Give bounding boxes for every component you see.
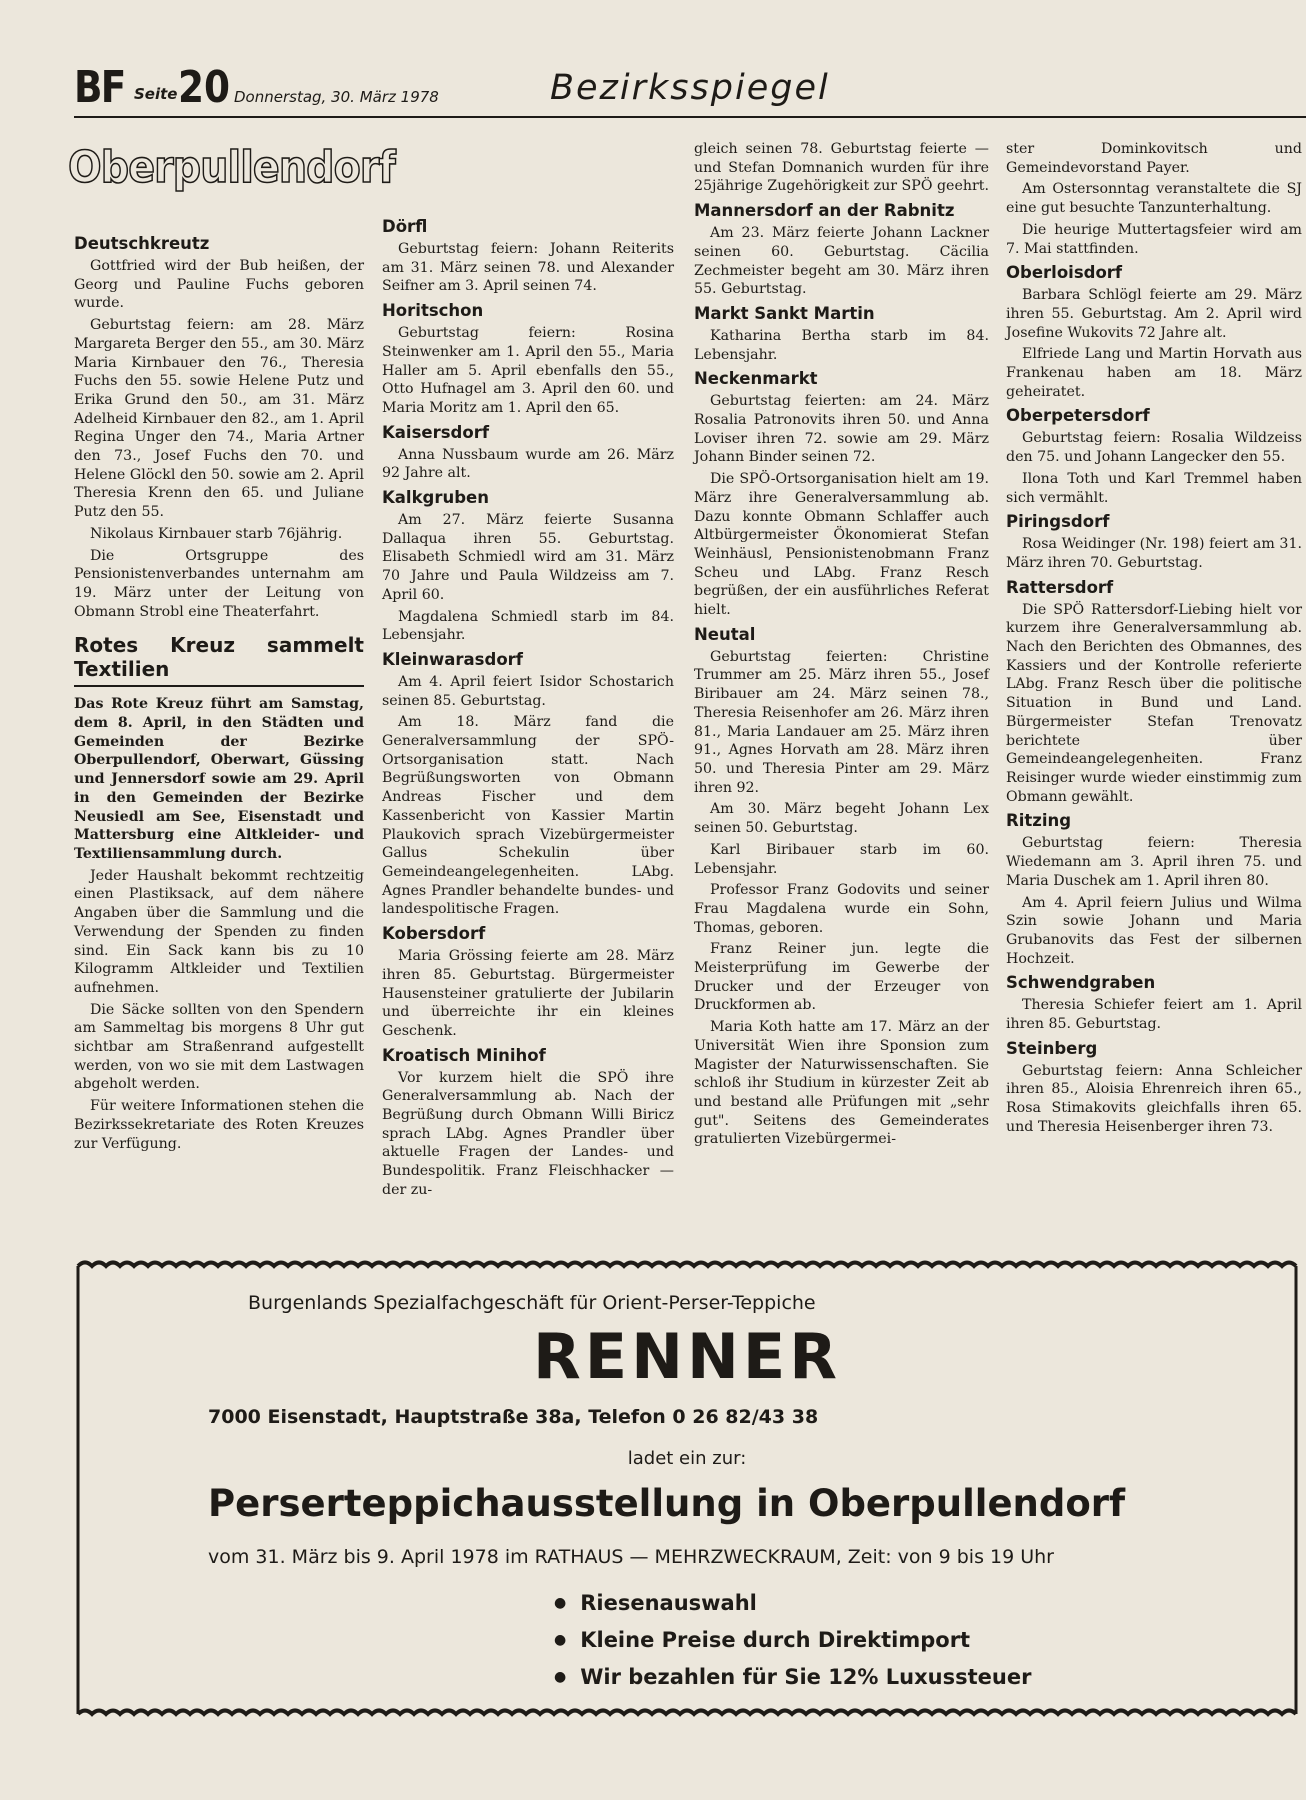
- feature-headline: Rotes Kreuz sammelt Textilien: [74, 633, 364, 682]
- article-heading: Piringsdorf: [1006, 512, 1110, 532]
- article-heading: Neckenmarkt: [694, 369, 818, 389]
- ad-bullet-list: [554, 1586, 1031, 1697]
- article-paragraph: Jeder Haushalt bekommt rechtzeitig einen Plastiksack, auf dem nähere Angaben über die Sammlung und die Verwendung der Spenden zu finden sind. Ein Sack kann bis zu 10 Kilogramm Altkleider und Textilien aufnehmen.: [74, 867, 364, 996]
- ad-tagline: Burgenlands Spezialfachgeschäft für Orient-Perser-Teppiche: [248, 1292, 816, 1314]
- ad-invite: ladet ein zur:: [627, 1448, 747, 1469]
- header-rule: [74, 116, 1306, 118]
- article-paragraph: Am 4. April feiern Julius und Wilma Szin sowie Johann und Maria Grubanovits das Fest der silbernen Hochzeit.: [1006, 894, 1302, 967]
- column-1: [68, 140, 395, 1156]
- ad-dates: vom 31. März bis 9. April 1978 im RATHAUS — MEHRZWECKRAUM, Zeit: von 9 bis 19 Uhr: [208, 1546, 1054, 1568]
- article-paragraph: Barbara Schlögl feierte am 29. März ihren 55. Geburtstag. Am 2. April wird Josefine Wukovits 72 Jahre alt.: [1006, 287, 1302, 341]
- article-heading: Markt Sankt Martin: [694, 303, 875, 323]
- article-paragraph: Am Ostersonntag veranstaltete die SJ eine gut besuchte Tanzunterhaltung.: [1006, 181, 1302, 217]
- ad-company-name: RENNER: [533, 1320, 841, 1393]
- article-paragraph: Karl Biribauer starb im 60. Lebensjahr.: [694, 841, 989, 877]
- page-header: [74, 62, 1304, 118]
- article-paragraph: Geburtstag feiern: Rosalia Wildzeiss den 75. und Johann Langecker den 55.: [1006, 430, 1302, 466]
- article-paragraph: Nikolaus Kirnbauer starb 76jährig.: [90, 525, 343, 542]
- article-paragraph: gleich seinen 78. Geburtstag feierte — und Stefan Domnanich wurden für ihre 25jährige Zugehörigkeit zur SPÖ geehrt.: [694, 141, 989, 195]
- ad-bullet: ● Kleine Preise durch Direktimport: [554, 1623, 1031, 1660]
- article-paragraph: Am 18. März fand die Generalversammlung der SPÖ-Ortsorganisation statt. Nach Begrüßungsworten von Obmann Andreas Fischer und dem Kassenbericht von Kassier Martin Plaukovich sprach Vizebürgermeister Gallus Schekulin über Gemeindeangelegenheiten. LAbg. Agnes Prandler behandelte bundes- und landespolitische Fragen.: [382, 714, 674, 918]
- article-paragraph: Vor kurzem hielt die SPÖ ihre Generalversammlung ab. Nach der Begrüßung durch Obmann Willi Biricz sprach LAbg. Agnes Prandler über aktuelle Fragen der Landes- und Bundespolitik. Franz Fleischhacker — der zu-: [382, 1069, 674, 1198]
- article-paragraph: Die SPÖ Rattersdorf-Liebing hielt vor kurzem ihre Generalversammlung ab. Nach den Berichten des Obmannes, des Kassiers und der Kontrolle referierte LAbg. Franz Resch über die politische Situation in Bund und Land. Bürgermeister Stefan Trenovatz berichtete über Gemeindeangelegenheiten. Franz Reisinger wurde wieder einstimmig zum Obmann gewählt.: [1006, 601, 1302, 805]
- article-heading: Rattersdorf: [1006, 577, 1114, 597]
- ad-bullet: ● Wir bezahlen für Sie 12% Luxussteuer: [554, 1660, 1031, 1697]
- section-title: Bezirksspiegel: [550, 68, 830, 108]
- article-paragraph: Gottfried wird der Bub heißen, der Georg und Pauline Fuchs geboren wurde.: [74, 258, 364, 312]
- article-paragraph: Die Ortsgruppe des Pensionistenverbandes unternahm am 19. März unter der Leitung von Obmann Strobl eine Theaterfahrt.: [74, 547, 364, 620]
- article-paragraph: Maria Grössing feierte am 28. März ihren 85. Geburtstag. Bürgermeister Hausensteiner gratulierte der Jubilarin und überreichte ihr ein kleines Geschenk.: [382, 948, 674, 1039]
- article-paragraph: Geburtstag feiern: Johann Reiterits am 31. März seinen 78. und Alexander Seifner am 3. April seinen 74.: [382, 241, 674, 295]
- article-heading: Steinberg: [1006, 1038, 1098, 1058]
- article-paragraph: Theresia Schiefer feiert am 1. April ihren 85. Geburtstag.: [1006, 997, 1302, 1033]
- article-paragraph: Geburtstag feiern: am 28. März Margareta Berger den 55., am 30. März Maria Kirnbauer den 76., Theresia Fuchs den 55. sowie Helene Putz und Erika Grund den 50., am 31. März Adelheid Kirnbauer den 82., am 1. April Regina Unger den 74., Maria Artner den 73., Josef Fuchs den 70. und Helene Glöckl den 50. sowie am 2. April Theresia Krenn den 65. und Juliane Putz den 55.: [74, 317, 364, 521]
- ad-exhibition-title: Perserteppichausstellung in Oberpullendorf: [208, 1482, 1126, 1525]
- article-heading: Neutal: [694, 624, 756, 644]
- ad-address: 7000 Eisenstadt, Hauptstraße 38a, Telefon 0 26 82/43 38: [208, 1406, 819, 1428]
- column-3: [694, 140, 989, 1152]
- article-paragraph: Geburtstag feiern: Theresia Wiedemann am 3. April ihren 75. und Maria Duschek am 1. April ihren 80.: [1006, 835, 1302, 889]
- newspaper-logo: BF: [74, 62, 125, 113]
- article-paragraph: Elfriede Lang und Martin Horvath aus Frankenau haben am 18. März geheiratet.: [1006, 346, 1302, 400]
- article-paragraph: Magdalena Schmiedl starb im 84. Lebensjahr.: [382, 608, 674, 644]
- article-paragraph: Franz Reiner jun. legte die Meisterprüfung im Gewerbe der Drucker und der Erzeuger von Druckformen ab.: [694, 941, 989, 1014]
- article-paragraph: Am 4. April feiert Isidor Schostarich seinen 85. Geburtstag.: [382, 673, 674, 709]
- article-heading: Kobersdorf: [382, 924, 486, 944]
- page-label: Seite: [134, 85, 178, 103]
- column-2: [382, 212, 674, 1203]
- article-paragraph: Katharina Bertha starb im 84. Lebensjahr.: [694, 327, 989, 363]
- article-heading: Kleinwarasdorf: [382, 649, 523, 669]
- article-paragraph: Maria Koth hatte am 17. März an der Universität Wien ihre Sponsion zum Magister der Naturwissenschaften. Sie schloß ihr Studium in kürzester Zeit ab und bestand alle Prüfungen mit „sehr gut". Seitens des Gemeinderates gratulierten Vizebürgermei-: [694, 1019, 989, 1148]
- article-paragraph: Rosa Weidinger (Nr. 198) feiert am 31. März ihren 70. Geburtstag.: [1006, 536, 1302, 571]
- article-paragraph: Geburtstag feierten: am 24. März Rosalia Patronovits ihren 50. und Anna Loviser ihren 72. sowie am 29. März Johann Binder seinen 72.: [694, 393, 989, 466]
- article-heading: Dörfl: [382, 217, 428, 236]
- article-heading: Horitschon: [382, 301, 484, 321]
- article-heading: Kroatisch Minihof: [382, 1045, 546, 1065]
- article-heading: Ritzing: [1006, 811, 1072, 831]
- article-paragraph: Geburtstag feierten: Christine Trummer am 25. März ihren 55., Josef Biribauer am 24. März seinen 78., Theresia Reisenhofer am 26. März ihren 81., Maria Landauer am 25. März ihren 91., Agnes Horvath am 28. März ihren 50. und Theresia Pinter am 29. März ihren 92.: [694, 648, 989, 796]
- article-paragraph: Die SPÖ-Ortsorganisation hielt am 19. März ihre Generalversammlung ab. Dazu konnte Obmann Schlaffer auch Altbürgermeister Ökonomierat Stefan Weinhäusl, Pensionistenobmann Franz Scheu und LAbg. Franz Resch begrüßen, der ein ausführliches Referat hielt.: [694, 471, 989, 619]
- article-heading: Deutschkreutz: [74, 234, 210, 253]
- article-paragraph: Geburtstag feiern: Rosina Steinwenker am 1. April den 55., Maria Haller am 5. April ebenfalls den 55., Otto Hufnagel am 3. April den 60. und Maria Moritz am 1. April den 65.: [382, 325, 674, 416]
- article-heading: Oberloisdorf: [1006, 263, 1123, 283]
- article-paragraph: Am 23. März feierte Johann Lackner seinen 60. Geburtstag. Cäcilia Zechmeister begeht am 30. März ihren 55. Geburtstag.: [694, 225, 989, 298]
- renner-advertisement: [74, 1256, 1300, 1724]
- ad-bullet: ● Riesenauswahl: [554, 1586, 1031, 1623]
- column-4: [1006, 140, 1302, 1140]
- issue-date: Donnerstag, 30. März 1978: [234, 88, 439, 106]
- article-paragraph: Geburtstag feiern: Anna Schleicher ihren 85., Aloisia Ehrenreich ihren 65., Rosa Stimakovits gleichfalls ihren 65. und Theresia Heisenberger ihren 73.: [1006, 1062, 1302, 1135]
- article-paragraph: Ilona Toth und Karl Tremmel haben sich vermählt.: [1006, 470, 1302, 506]
- district-masthead: Oberpullendorf: [68, 142, 395, 193]
- article-paragraph: Professor Franz Godovits und seiner Frau Magdalena wurde ein Sohn, Thomas, geboren.: [694, 882, 989, 936]
- article-paragraph: Anna Nussbaum wurde am 26. März 92 Jahre alt.: [382, 446, 674, 482]
- article-heading: Mannersdorf an der Rabnitz: [694, 201, 955, 221]
- article-heading: Kalkgruben: [382, 488, 489, 508]
- article-heading: Schwendgraben: [1006, 973, 1156, 993]
- page-number: 20: [178, 62, 231, 113]
- feature-lead: Das Rote Kreuz führt am Samstag, dem 8. April, in den Städten und Gemeinden der Bezirke Oberpullendorf, Oberwart, Güssing und Jennersdorf sowie am 29. April in den Gemeinden der Bezirke Neusiedl am See, Eisenstadt und Mattersburg eine Altkleider- und Textiliensammlung durch.: [74, 696, 364, 862]
- article-paragraph: Für weitere Informationen stehen die Bezirkssekretariate des Roten Kreuzes zur Verfügung.: [74, 1098, 364, 1152]
- feature-rule: [74, 685, 364, 687]
- article-paragraph: Am 30. März begeht Johann Lex seinen 50. Geburtstag.: [694, 801, 989, 837]
- article-paragraph: Die Säcke sollten von den Spendern am Sammeltag bis morgens 8 Uhr gut sichtbar am Straßenrand aufgestellt werden, von wo sie mit dem Lastwagen abgeholt werden.: [74, 1001, 364, 1093]
- article-heading: Oberpetersdorf: [1006, 406, 1150, 426]
- article-paragraph: Am 27. März feierte Susanna Dallaqua ihren 55. Geburtstag. Elisabeth Schmiedl wird am 31. März 70 Jahre und Paula Wildzeiss am 7. April 60.: [382, 512, 674, 603]
- article-heading: Kaisersdorf: [382, 422, 490, 442]
- article-paragraph: Die heurige Muttertagsfeier wird am 7. Mai stattfinden.: [1006, 221, 1302, 257]
- article-paragraph: ster Dominkovitsch und Gemeindevorstand Payer.: [1006, 141, 1302, 176]
